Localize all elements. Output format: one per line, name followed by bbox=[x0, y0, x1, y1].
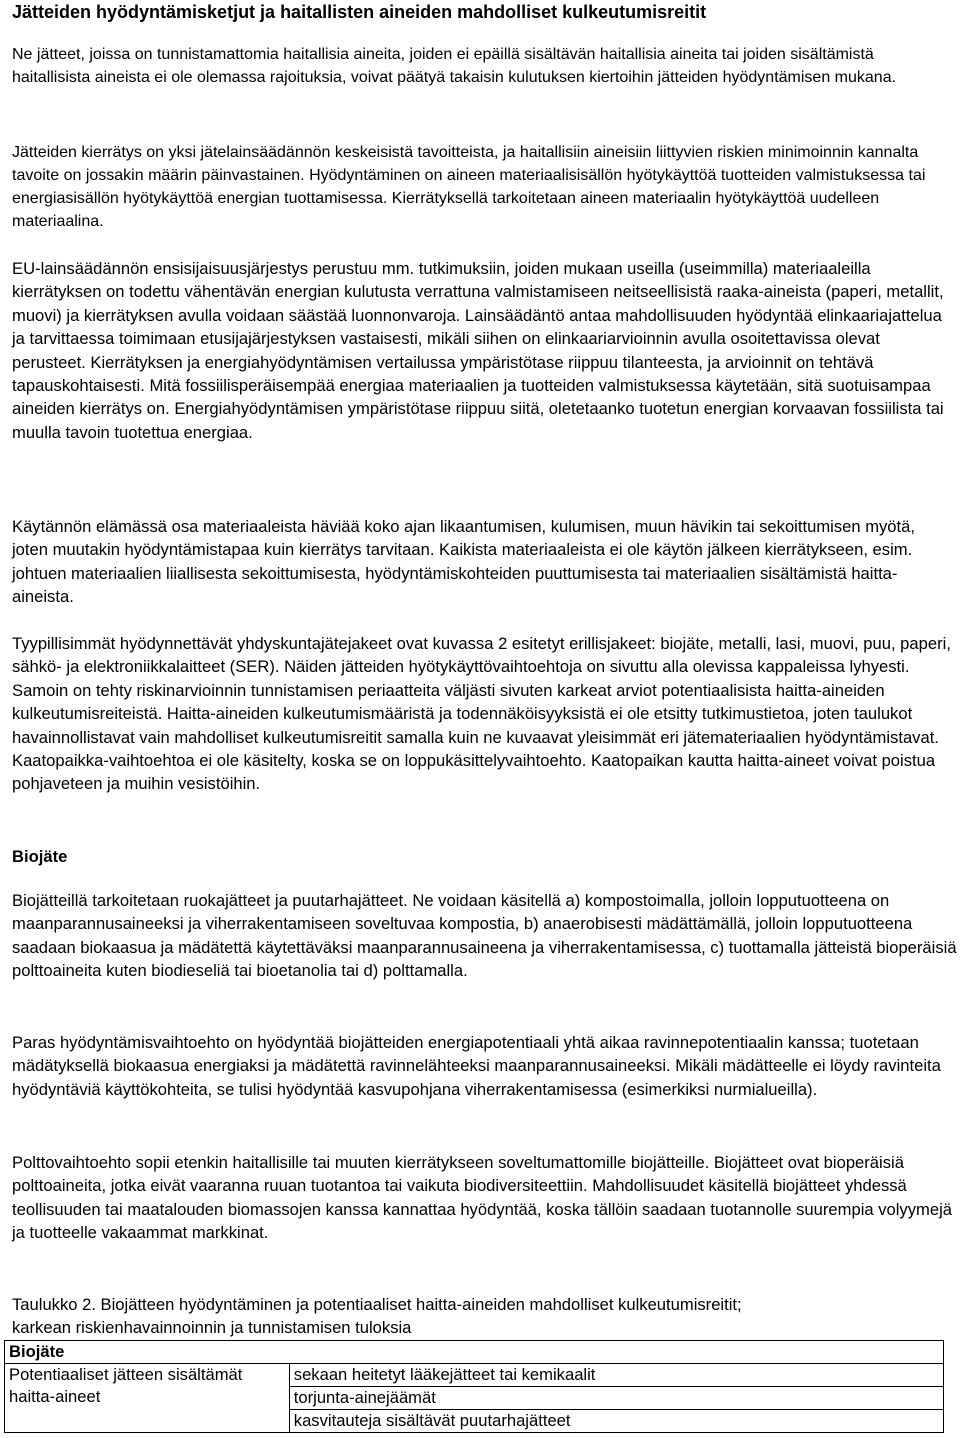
section-heading-biowaste: Biojäte bbox=[12, 847, 68, 866]
paragraph-recycling: Jätteiden kierrätys on yksi jätelainsäädännön keskeisistä tavoitteista, ja haitallisiin aineisiin liittyvien riskien minimoinnin kannalta tavoite on jossakin määrin päinvastainen. Hyödyntäminen on aineen materiaalisisällön hyötykäyttöä tuotteiden valmistuksessa tai energiasisällön hyötykäyttöä energian tuottamisessa. Kierrätyksellä tarkoitetaan aineen materiaalin hyötykäyttöä uudelleen materiaalina. bbox=[12, 144, 926, 230]
paragraph-eu-legislation: EU-lainsäädännön ensisijaisuusjärjestys perustuu mm. tutkimuksiin, joiden mukaan useilla (useimmilla) materiaaleilla kierrätyksen on todettu vähentävän energian kulutusta verrattuna valmistamiseen neitseellisistä raaka-aineista (paperi, metallit, muovi) ja kierrätyksen avulla voidaan säästää luonnonvaroja. Lainsäädäntö antaa mahdollisuuden hyödyntää elinkaariajattelua ja tarvittaessa toimimaan etusijajärjestyksen vastaisesti, mikäli siihen on elinkaariarvioinnin avulla osoitettavissa olevat perusteet. Kierrätyksen ja energiahyödyntämisen vertailussa ympäristötase riippuu tilanteesta, ja arvioinnit on tehtävä tapauskohtaisesti. Mitä fossiilisperäisempää energiaa materiaalien ja tuotteiden valmistuksessa käytetään, sitä suotuisampaa aineiden kierrätys on. Energiahyödyntämisen ympäristötase riippuu siitä, oletetaanko tuotetun energian korvaavan fossiilista tai muulla tavoin tuotettua energiaa. bbox=[12, 259, 944, 442]
paragraph-biowaste-definition: Biojätteillä tarkoitetaan ruokajätteet ja puutarhajätteet. Ne voidaan käsitellä a) kompostoimalla, jolloin lopputuotteena on maanparannusaineeksi ja viherrakentamiseen soveltuvaa kompostia, b) anaerobisesti mädättämällä, jolloin lopputuotteena saadaan biokaasua ja mädätettä käytettäväksi maanparannusaineena ja viherrakentamisessa, c) tuottamalla jätteistä bioperäisiä polttoaineita kuten biodieseliä tai bioetanolia tai d) polttamalla. bbox=[12, 891, 957, 981]
table-cell-item-1: sekaan heitetyt lääkejätteet tai kemikaalit bbox=[289, 1364, 943, 1387]
table-caption-line-1: Taulukko 2. Biojätteen hyödyntäminen ja potentiaaliset haitta-aineiden mahdolliset kulkeutumisreitit; bbox=[12, 1295, 742, 1314]
biowaste-table bbox=[4, 1340, 944, 1433]
table-row bbox=[5, 1364, 944, 1387]
document-title: Jätteiden hyödyntämisketjut ja haitallisten aineiden mahdolliset kulkeutumisreitit bbox=[12, 2, 707, 22]
table-header-cell: Biojäte bbox=[5, 1341, 944, 1364]
table-cell-item-2: torjunta-ainejäämät bbox=[289, 1387, 943, 1410]
paragraph-practice: Käytännön elämässä osa materiaaleista häviää koko ajan likaantumisen, kulumisen, muun hävikin tai sekoittumisen myötä, joten muutakin hyödyntämistapaa kuin kierrätys tarvitaan. Kaikista materiaaleista ei ole käytön jälkeen kierrätykseen, esim. johtuen materiaalien liiallisesta sekoittumisesta, hyödyntämiskohteiden puuttumisesta tai materiaalien sisältämistä haitta-aineista. bbox=[12, 517, 915, 607]
table-row-label: Potentiaaliset jätteen sisältämät haitta-aineet bbox=[5, 1364, 290, 1433]
table-caption-line-2: karkean riskienhavainnoinnin ja tunnistamisen tuloksia bbox=[12, 1318, 412, 1337]
paragraph-typical-fractions: Tyypillisimmät hyödynnettävät yhdyskuntajätejakeet ovat kuvassa 2 esitetyt erillisjakeet: biojäte, metalli, lasi, muovi, puu, paperi, sähkö- ja elektroniikkalaitteet (SER). Näiden jätteiden hyötykäyttövaihtoehtoja on sivuttu alla olevissa kappaleissa lyhyesti. Samoin on tehty riskinarvioinnin tunnistamisen periaatteita väljästi sivuten karkeat arviot potentiaalisista haitta-aineiden kulkeutumisreiteistä. Haitta-aineiden kulkeutumismääristä ja todennäköisyyksistä ei ole etsitty tutkimustietoa, joten taulukot havainnollistavat vain mahdolliset kulkeutumisreitit samalla kuin ne kuvaavat yleisimmät eri jätemateriaalien hyödyntämistavat. Kaatopaikka-vaihtoehtoa ei ole käsitelty, koska se on loppukäsittelyvaihtoehto. Kaatopaikan kautta haitta-aineet voivat poistua pohjaveteen ja muihin vesistöihin. bbox=[12, 634, 951, 794]
paragraph-burning-option: Polttovaihtoehto sopii etenkin haitallisille tai muuten kierrätykseen soveltumattomille biojätteille. Biojätteet ovat bioperäisiä polttoaineita, jotka eivät vaaranna ruuan tuotantoa tai vaikuta biodiversiteettiin. Mahdollisuudet käsitellä biojätteet yhdessä teollisuuden tai maatalouden biomassojen kanssa kannattaa hyödyntää, koska tällöin saadaan tuotannolle suurempia volyymejä ja tuotteelle vakaammat markkinat. bbox=[12, 1153, 952, 1243]
paragraph-intro: Ne jätteet, joissa on tunnistamattomia haitallisia aineita, joiden ei epäillä sisältävän haitallisia aineita tai joiden sisältämistä haitallisista aineista ei ole olemassa rajoituksia, voivat päätyä takaisin kulutuksen kiertoihin jätteiden hyödyntämisen mukana. bbox=[12, 46, 897, 86]
paragraph-best-option: Paras hyödyntämisvaihtoehto on hyödyntää biojätteiden energiapotentiaali yhtä aikaa ravinnepotentiaalin kanssa; tuotetaan mädätyksellä biokaasua energiaksi ja mädätettä ravinnelähteeksi maanparannusaineeksi. Mikäli mädätteelle ei löydy ravinteita hyödyntäviä käyttökohteita, se tulisi hyödyntää kasvupohjana viherrakentamisessa (esimerkiksi nurmialueilla). bbox=[12, 1033, 941, 1099]
table-cell-item-3: kasvitauteja sisältävät puutarhajätteet bbox=[289, 1410, 943, 1433]
